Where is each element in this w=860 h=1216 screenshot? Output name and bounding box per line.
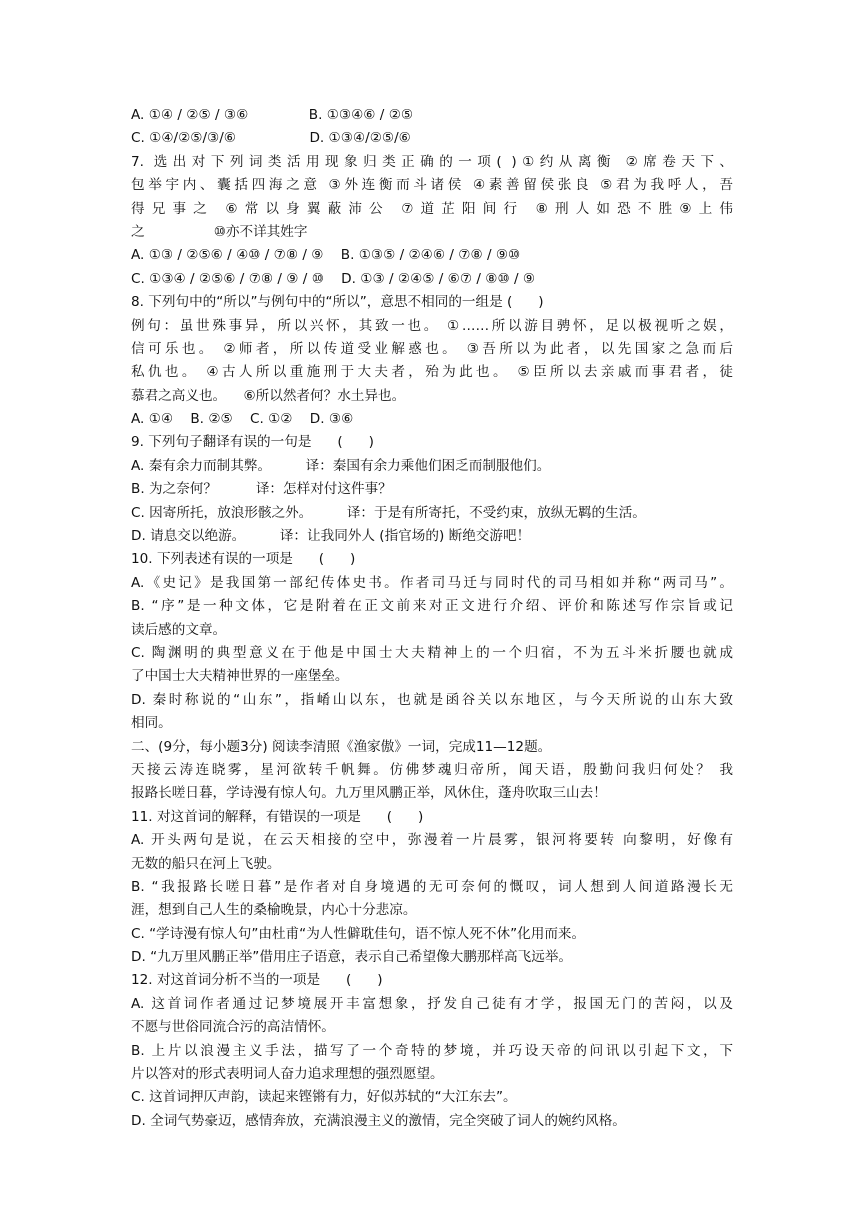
text-line: B. “序”是一种文体，它是附着在正文前来对正文进行介绍、评价和陈述写作宗旨或记 bbox=[131, 598, 733, 615]
text-line: 例句：虽世殊事异，所以兴怀，其致一也。 ①……所以游目骋怀，足以极视听之娱， bbox=[131, 317, 733, 334]
text-line: 慕君之高义也。 ⑥所以然者何？水土异也。 bbox=[131, 387, 406, 404]
text-line: C. 因寄所托，放浪形骸之外。 译：于是有所寄托，不受约束，放纵无羁的生活。 bbox=[131, 504, 646, 521]
text-line: A. ①④ / ②⑤ / ③⑥ B. ①③④⑥ / ②⑤ bbox=[131, 107, 414, 123]
text-line: D. 请息交以绝游。 译：让我同外人 (指官场的) 断绝交游吧！ bbox=[131, 528, 531, 545]
text-line: 8. 下列句中的“所以”与例句中的“所以”，意思不相同的一组是 ( ) bbox=[131, 294, 544, 311]
text-line: 11. 对这首词的解释，有错误的一项是 ( ) bbox=[131, 808, 424, 825]
text-line: 私仇也。 ④古人所以重施刑于大夫者，殆为此也。 ⑤臣所以去亲戚而事君者，徒 bbox=[131, 364, 733, 381]
text-line: 相同。 bbox=[131, 715, 172, 732]
text-line: D. 全词气势豪迈，感情奔放，充满浪漫主义的激情，完全突破了词人的婉约风格。 bbox=[131, 1112, 626, 1129]
text-line: C. “学诗漫有惊人句”由杜甫“为人性僻耽佳句，语不惊人死不休”化用而来。 bbox=[131, 925, 586, 942]
text-line: 之 ⑩亦不详其姓字 bbox=[131, 223, 308, 240]
text-line: A. 这首词作者通过记梦境展开丰富想象，抒发自己徒有才学，报国无门的苦闷，以及 bbox=[131, 995, 733, 1012]
text-line: A. ①③ / ②⑤⑥ / ④⑩ / ⑦⑧ / ⑨ B. ①③⑤ / ②④⑥ / ⑦⑧ / ⑨⑩ bbox=[131, 247, 521, 264]
text-line: 了中国士大夫精神世界的一座堡垒。 bbox=[131, 668, 349, 685]
text-line: 信可乐也。 ②师者，所以传道受业解惑也。 ③吾所以为此者，以先国家之急而后 bbox=[131, 340, 733, 357]
text-line: 无数的船只在河上飞驶。 bbox=[131, 855, 281, 872]
text-line: C. ①④/②⑤/③/⑥ D. ①③④/②⑤/⑥ bbox=[131, 130, 411, 147]
text-line: B. “我报路长嗟日暮”是作者对自身境遇的无可奈何的慨叹，词人想到人间道路漫长无 bbox=[131, 878, 733, 895]
text-line: D. “九万里风鹏正举”借用庄子语意，表示自己希望像大鹏那样高飞远举。 bbox=[131, 949, 573, 966]
text-line: A. ①④ B. ②⑤ C. ①② D. ③⑥ bbox=[131, 411, 354, 428]
text-line: C. 陶渊明的典型意义在于他是中国士大夫精神上的一个归宿，不为五斗米折腰也就成 bbox=[131, 644, 733, 661]
text-line: 得兄事之 ⑥常以身翼蔽沛公 ⑦道芷阳间行 ⑧刑人如恐不胜⑨上伟 bbox=[131, 200, 733, 217]
text-line: A.《史记》是我国第一部纪传体史书。作者司马迁与同时代的司马相如并称“两司马”。 bbox=[131, 574, 733, 591]
text-line: B. 为之奈何？ 译：怎样对付这件事？ bbox=[131, 481, 392, 498]
text-line: 7. 选出对下列词类活用现象归类正确的一项( )①约从离衡 ②席卷天下、 bbox=[131, 153, 733, 170]
text-line: 天接云涛连晓雾，星河欲转千帆舞。仿佛梦魂归帝所，闻天语，殷勤问我归何处？ 我 bbox=[131, 761, 733, 778]
text-line: 二、(9分，每小题3分) 阅读李清照《渔家傲》一词，完成11—12题。 bbox=[131, 738, 552, 755]
text-line: 报路长嗟日暮，学诗漫有惊人句。九万里风鹏正举，风休住，蓬舟吹取三山去！ bbox=[131, 785, 607, 802]
text-line: 包举宇内、囊括四海之意 ③外连衡而斗诸侯 ④素善留侯张良 ⑤君为我呼人，吾 bbox=[131, 177, 733, 194]
text-line: 涯，想到自己人生的桑榆晚景，内心十分悲凉。 bbox=[131, 902, 417, 919]
text-line: 10. 下列表述有误的一项是 ( ) bbox=[131, 551, 356, 568]
exam-document bbox=[131, 104, 733, 1133]
text-line: 9. 下列句子翻译有误的一句是 ( ) bbox=[131, 434, 374, 451]
text-line: 12. 对这首词分析不当的一项是 ( ) bbox=[131, 972, 383, 989]
text-line: 片以答对的形式表明词人奋力追求理想的强烈愿望。 bbox=[131, 1066, 444, 1083]
text-line: C. ①③④ / ②⑤⑥ / ⑦⑧ / ⑨ / ⑩ D. ①③ / ②④⑤ / ⑥⑦ / ⑧⑩ / ⑨ bbox=[131, 270, 536, 287]
text-line: D. 秦时称说的“山东”，指崤山以东，也就是函谷关以东地区，与今天所说的山东大致 bbox=[131, 691, 733, 708]
text-line: 读后感的文章。 bbox=[131, 621, 227, 638]
text-line: A. 开头两句是说，在云天相接的空中，弥漫着一片晨雾，银河将要转 向黎明，好像有 bbox=[131, 832, 733, 849]
text-line: C. 这首词押仄声韵，读起来铿锵有力，好似苏轼的“大江东去”。 bbox=[131, 1089, 517, 1106]
text-line: B. 上片以浪漫主义手法，描写了一个奇特的梦境，并巧设天帝的问讯以引起下文，下 bbox=[131, 1042, 733, 1059]
text-line: 不愿与世俗同流合污的高洁情怀。 bbox=[131, 1019, 335, 1036]
text-line: A. 秦有余力而制其弊。 译：秦国有余力乘他们困乏而制服他们。 bbox=[131, 457, 551, 474]
